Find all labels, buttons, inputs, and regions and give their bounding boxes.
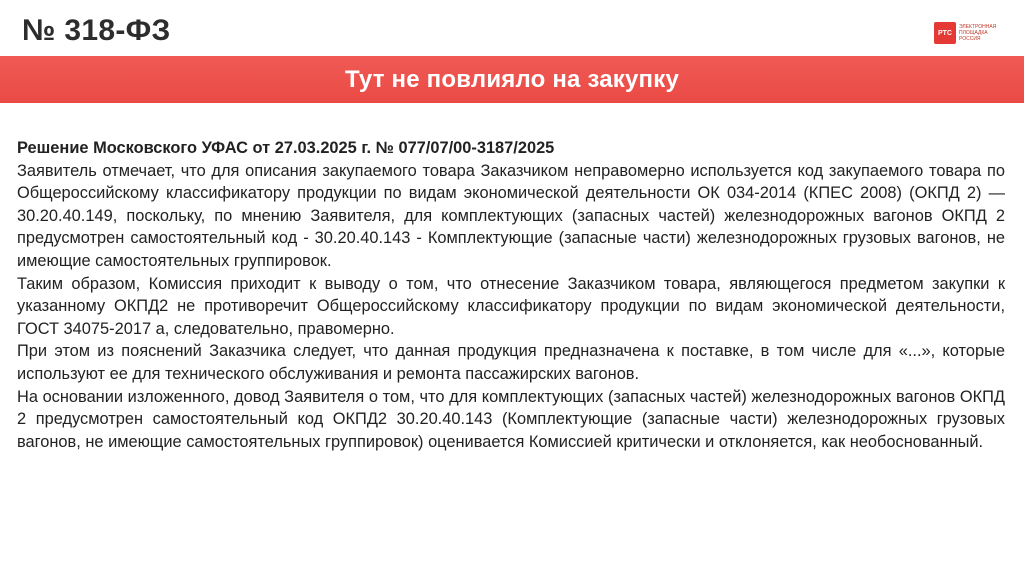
paragraph: Таким образом, Комиссия приходит к выводу о том, что отнесение Заказчиком товара, являющегося предметом закупки к указанному ОКПД2 не противоречит Общероссийскому классификатору продукции по видам экономической деятельности, ГОСТ 34075-2017 а, следовательно, правомерно. [17, 274, 1005, 338]
paragraph: Заявитель отмечает, что для описания закупаемого товара Заказчиком неправомерно используется код закупаемого товара по Общероссийскому классификатору продукции по видам экономической деятельности ОК 034-2014 (КПЕС 2008) (ОКПД 2) — 30.20.40.149, поскольку, по мнению Заявителя, для комплектующих (запасных частей) железнодорожных вагонов ОКПД 2 предусмотрен самостоятельный код - 30.20.40.143 - Комплектующие (запасные части) железнодорожных грузовых вагонов, не имеющие самостоятельных группировок. [17, 161, 1005, 270]
logo-caption-line: РОССИЯ [959, 36, 981, 42]
section-banner [0, 56, 1024, 103]
logo-caption-line: ПЛОЩАДКА [959, 30, 988, 36]
rts-logo [934, 22, 997, 44]
logo-caption [959, 24, 997, 42]
banner-title: Тут не повлияло на закупку [344, 65, 680, 93]
paragraph: При этом из пояснений Заказчика следует, что данная продукция предназначена к поставке, в том числе для «...», которые используют ее для технического обслуживания и ремонта пассажирских вагонов. [17, 342, 1005, 383]
paragraph: На основании изложенного, довод Заявителя о том, что для комплектующих (запасных частей) железнодорожных вагонов ОКПД 2 предусмотрен самостоятельный код ОКПД2 30.20.40.143 (Комплектующие (запасные части) железнодорожных грузовых вагонов, не имеющие самостоятельных группировок) оценивается Комиссией критически и отклоняется, как необоснованный. [17, 387, 1005, 451]
page-title: № 318-ФЗ [22, 14, 171, 47]
decision-text [17, 137, 1005, 453]
decision-heading: Решение Московского УФАС от 27.03.2025 г. № 077/07/00-3187/2025 [17, 139, 555, 157]
logo-mark: РТС [934, 22, 956, 44]
logo-caption-line: ЭЛЕКТРОННАЯ [959, 24, 997, 30]
